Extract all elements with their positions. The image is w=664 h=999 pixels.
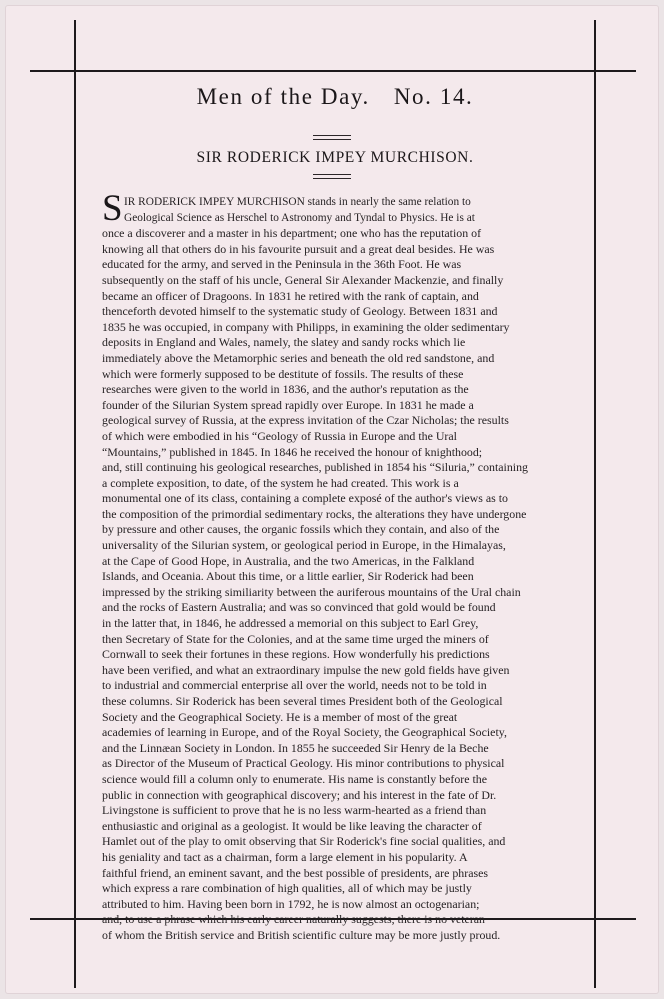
body-line: science would fill a column only to enumerate. His name is constantly before the [102,771,488,786]
body-line: of which were embodied in his “Geology of Russia in Europe and the Ural [102,428,457,443]
body-line: in the latter that, in 1846, he addressed a memorial on this subject to Earl Grey, [102,616,479,631]
body-line: “Mountains,” published in 1845. In 1846 he received the honour of knighthood; [102,444,483,459]
body-line: and the rocks of Eastern Australia; and was so convinced that gold would be found [102,600,496,615]
body-line: deposits in England and Wales, namely, the slatey and sandy rocks which lie [102,335,466,350]
body-line: by pressure and other causes, the organic fossils which they contain, and also of the [102,522,500,537]
body-line: Cornwall to seek their fortunes in these regions. How wonderfully his predictions [102,647,490,662]
body-line: Livingstone is sufficient to prove that he is no less warm-hearted as a friend than [102,803,487,818]
body-line: 1835 he was occupied, in company with Philipps, in examining the older sedimentary [102,319,510,334]
body-line: Society and the Geographical Society. He is a member of most of the great [102,709,458,724]
body-line: public in connection with geographical discovery; and his interest in the fate of Dr. [102,787,497,802]
page-title [76,84,594,124]
drop-cap: S [102,188,123,229]
body-line: these columns. Sir Roderick has been several times President both of the Geological [102,694,503,708]
body-line: educated for the army, and served in the Peninsula in the 36th Foot. He was [102,257,462,272]
body-line: attributed to him. Having been born in 1792, he is now almost an octogenarian; [102,896,480,911]
body-line: faithful friend, an eminent savant, and the best possible of presidents, are phrases [102,865,488,880]
body-line: thenceforth devoted himself to the systematic study of Geology. Between 1831 and [102,304,498,319]
series-title: Men of the Day. [196,84,370,109]
body-line: then Secretary of State for the Colonies, and at the same time urged the miners of [102,631,489,646]
article-body [102,195,576,944]
ornament-rule-bottom [313,174,351,180]
body-line: geological survey of Russia, at the express invitation of the Czar Nicholas; the results [102,413,509,428]
body-line: a complete exposition, to date, of the system he had created. This work is a [102,475,459,490]
ornament-rule-top [313,135,351,141]
body-line: Geological Science as Herschel to Astronomy and Tyndal to Physics. He is at [124,211,475,224]
body-line: and, still continuing his geological researches, published in 1854 his “Siluria,” containing [102,460,528,475]
body-line: subsequently on the staff of his uncle, General Sir Alexander Mackenzie, and finally [102,272,504,287]
body-line: and, to use a phrase which his early career naturally suggests, there is no veteran [102,912,486,927]
body-line: monumental one of its class, containing a complete exposé of the author's views as to [102,491,508,506]
body-line: founder of the Silurian System spread rapidly over Europe. In 1831 he made a [102,397,474,412]
body-line: knowing all that others do in his favourite pursuit and a great deal besides. He was [102,241,495,256]
top-border-rule [30,70,636,72]
body-line: became an officer of Dragoons. In 1831 he retired with the rank of captain, and [102,288,479,303]
issue-number: No. 14. [393,84,474,109]
body-line: of whom the British service and British scientific culture may be more justly proud. [102,927,501,942]
body-line: which express a rare combination of high qualities, all of which may be justly [102,881,472,896]
body-line: have been verified, and what an extraordinary impulse the new gold fields have given [102,662,510,677]
body-line: impressed by the striking similiarity between the auriferous mountains of the Ural chain [102,584,521,599]
body-line: once a discoverer and a master in his department; one who has the reputation of [102,226,482,241]
body-line: Islands, and Oceania. About this time, or a little earlier, Sir Roderick had been [102,569,474,584]
right-border-rule [594,20,596,988]
body-line: which were formerly supposed to be destitute of fossils. The results of these [102,366,464,381]
body-line: the composition of the primordial sedimentary rocks, the alterations they have undergone [102,506,527,521]
body-line: and the Linnæan Society in London. In 1855 he succeeded Sir Henry de la Beche [102,740,489,755]
body-line: immediately above the Metamorphic series and beneath the old red sandstone, and [102,350,495,365]
body-line: academies of learning in Europe, and of the Royal Society, the Geographical Society, [102,725,507,740]
body-line: IR RODERICK IMPEY MURCHISON stands in nearly the same relation to [124,196,471,208]
body-line: universality of the Silurian system, or geological period in Europe, in the Himalayas, [102,538,506,553]
body-line: to industrial and commercial enterprise all over the world, needs not to be told in [102,678,487,693]
page-sheet [6,6,658,993]
body-line: enthusiastic and original as a geologist. It would be like leaving the character of [102,818,482,833]
body-line: as Director of the Museum of Practical Geology. His minor contributions to physical [102,756,505,771]
body-line: at the Cape of Good Hope, in Australia, and the two Americas, in the Falkland [102,553,475,568]
body-line: Hamlet out of the play to omit observing that Sir Roderick's fine social qualities, and [102,834,506,849]
article-heading: SIR RODERICK IMPEY MURCHISON. [196,149,474,166]
body-line: researches were given to the world in 1836, and the author's reputation as the [102,382,469,397]
body-line: his geniality and tact as a chairman, form a large element in his popularity. A [102,849,468,864]
